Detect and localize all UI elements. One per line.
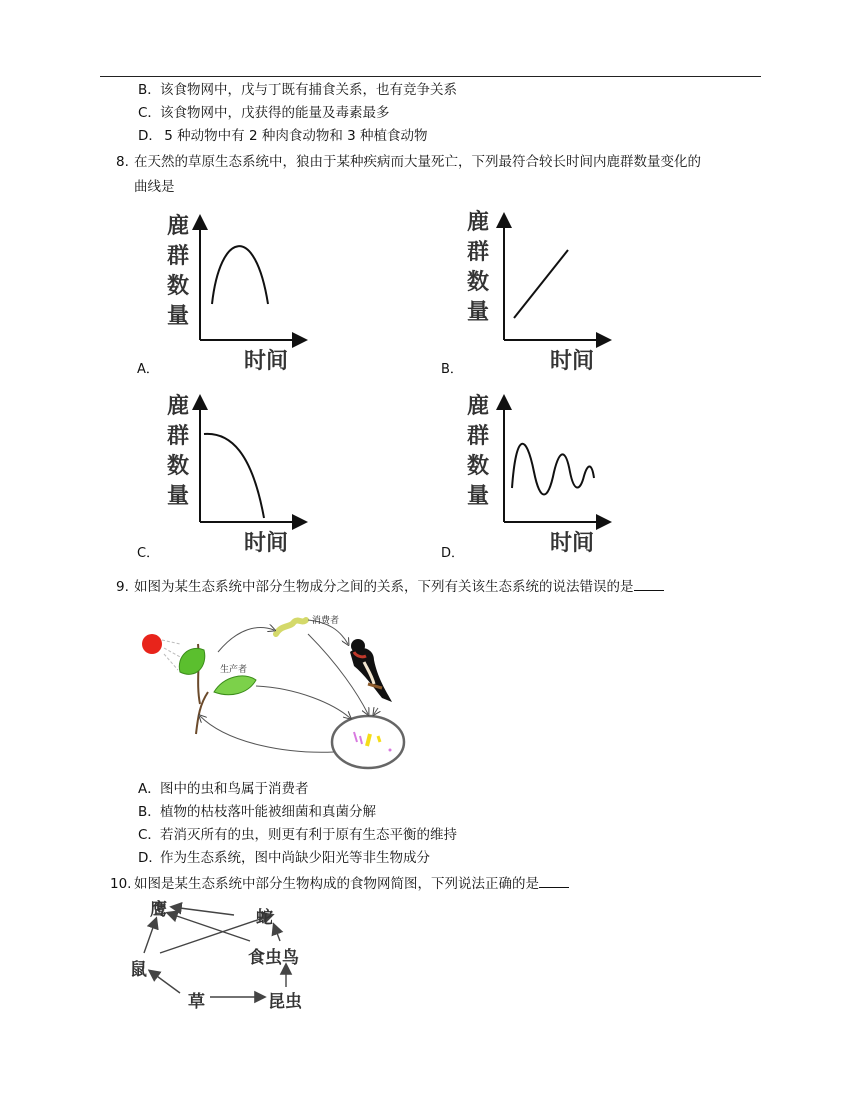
q8-option-c-label[interactable]: C． bbox=[137, 546, 160, 561]
question-text: 在天然的草原生态系统中，狼由于某种疾病而大量死亡，下列最符合较长时间内鹿群数量变化的 bbox=[134, 154, 701, 170]
y-char: 群 bbox=[466, 240, 489, 265]
q7-option-b[interactable] bbox=[138, 80, 457, 100]
y-char: 量 bbox=[166, 484, 189, 509]
question-text: 曲线是 bbox=[134, 179, 175, 195]
q9-option-a[interactable] bbox=[138, 779, 309, 799]
answer-blank[interactable] bbox=[634, 576, 664, 591]
consumer-label: 消费者 bbox=[312, 616, 340, 626]
y-char: 数 bbox=[466, 454, 489, 479]
food-web-node-hawk: 鹰 bbox=[150, 900, 167, 920]
option-letter: D． bbox=[138, 128, 162, 144]
option-letter: B． bbox=[138, 82, 161, 98]
q9-option-b[interactable] bbox=[138, 802, 376, 822]
option-text: 图中的虫和鸟属于消费者 bbox=[160, 781, 309, 797]
q8-graph-b bbox=[464, 208, 614, 378]
answer-blank[interactable] bbox=[539, 873, 569, 888]
food-web-node-insectivorous-bird: 食虫鸟 bbox=[248, 948, 299, 968]
y-char: 数 bbox=[166, 274, 189, 299]
y-char: 鹿 bbox=[466, 394, 489, 419]
y-char: 量 bbox=[466, 300, 489, 325]
q9-stem bbox=[116, 576, 664, 597]
option-text: 该食物网中，戊获得的能量及毒素最多 bbox=[160, 105, 390, 121]
option-text: 该食物网中，戊与丁既有捕食关系，也有竞争关系 bbox=[160, 82, 457, 98]
header-rule bbox=[100, 76, 761, 77]
food-web-node-snake: 蛇 bbox=[256, 908, 273, 928]
food-web-figure bbox=[130, 895, 340, 1010]
question-text: 如图为某生态系统中部分生物成分之间的关系，下列有关该生态系统的说法错误的是 bbox=[134, 579, 634, 595]
option-letter: B． bbox=[138, 804, 161, 820]
y-char: 群 bbox=[166, 424, 189, 449]
x-axis-label: 时间 bbox=[244, 349, 289, 374]
question-number: 8. bbox=[116, 154, 129, 170]
option-text: 5 种动物中有 2 种肉食动物和 3 种植食动物 bbox=[160, 128, 428, 144]
y-char: 数 bbox=[466, 270, 489, 295]
caterpillar-icon bbox=[276, 620, 306, 634]
option-text: 若消灭所有的虫，则更有利于原有生态平衡的维持 bbox=[160, 827, 457, 843]
option-text: 植物的枯枝落叶能被细菌和真菌分解 bbox=[160, 804, 376, 820]
q8-stem-cont bbox=[134, 177, 175, 197]
q7-option-d[interactable] bbox=[138, 126, 428, 146]
q8-option-a-label[interactable]: A． bbox=[137, 362, 159, 377]
producer-label: 生产者 bbox=[220, 665, 248, 675]
sun-icon bbox=[142, 634, 162, 654]
food-web-node-insect: 昆虫 bbox=[268, 992, 302, 1012]
question-number: 10. bbox=[110, 876, 132, 892]
q8-stem bbox=[116, 152, 701, 172]
q10-stem bbox=[110, 873, 569, 894]
question-number: 9. bbox=[116, 579, 129, 595]
q8-graph-a bbox=[160, 212, 310, 382]
q8-graph-d bbox=[464, 392, 614, 562]
x-axis-label: 时间 bbox=[550, 531, 595, 556]
plant-icon bbox=[179, 644, 256, 734]
x-axis-label: 时间 bbox=[550, 349, 595, 374]
ecosystem-figure bbox=[138, 604, 408, 774]
q8-option-b-label[interactable]: B． bbox=[441, 362, 463, 377]
y-char: 鹿 bbox=[166, 214, 189, 239]
y-char: 鹿 bbox=[466, 210, 489, 235]
food-web-node-mouse: 鼠 bbox=[130, 960, 147, 980]
y-char: 群 bbox=[166, 244, 189, 269]
option-text: 作为生态系统，图中尚缺少阳光等非生物成分 bbox=[160, 850, 430, 866]
x-axis-label: 时间 bbox=[244, 531, 289, 556]
q9-option-d[interactable] bbox=[138, 848, 430, 868]
option-letter: C． bbox=[138, 827, 161, 843]
y-char: 量 bbox=[466, 484, 489, 509]
y-char: 数 bbox=[166, 454, 189, 479]
option-letter: A． bbox=[138, 781, 161, 797]
q9-option-c[interactable] bbox=[138, 825, 457, 845]
option-letter: C． bbox=[138, 105, 161, 121]
q7-option-c[interactable] bbox=[138, 103, 390, 123]
y-char: 量 bbox=[166, 304, 189, 329]
option-letter: D． bbox=[138, 850, 162, 866]
food-web-node-grass: 草 bbox=[188, 992, 205, 1012]
y-char: 鹿 bbox=[166, 394, 189, 419]
y-char: 群 bbox=[466, 424, 489, 449]
question-text: 如图是某生态系统中部分生物构成的食物网简图，下列说法正确的是 bbox=[134, 876, 539, 892]
q8-graph-c bbox=[160, 392, 310, 562]
q8-option-d-label[interactable]: D． bbox=[441, 546, 465, 561]
